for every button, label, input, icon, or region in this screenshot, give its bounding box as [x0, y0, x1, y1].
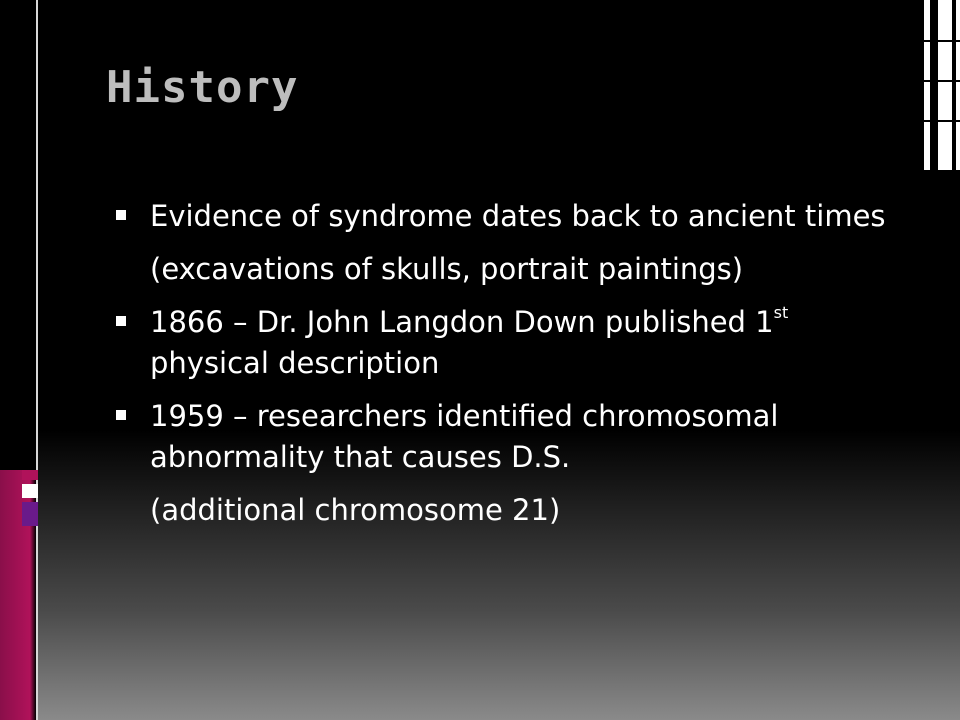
square-bullet-icon [116, 410, 126, 420]
sub-paragraph [112, 490, 892, 531]
sub-paragraph [112, 249, 892, 290]
magenta-block [22, 470, 38, 480]
left-edge-line [36, 0, 38, 720]
paragraph-text: (additional chromosome 21) [150, 493, 561, 527]
left-bar-decoration [0, 0, 38, 720]
paragraph-text: (excavations of skulls, portrait paintings) [150, 252, 744, 286]
stripe [938, 0, 952, 170]
bullet-text: 1866 – Dr. John Langdon Down published 1 [150, 305, 774, 339]
bullet-text: 1959 – researchers identified chromosomal abnormality that causes D.S. [150, 399, 779, 474]
bullet-text: Evidence of syndrome dates back to ancient times [150, 199, 886, 233]
ordinal-superscript: st [773, 303, 789, 322]
bullet-text-continued: physical description [150, 346, 440, 380]
square-bullet-icon [116, 210, 126, 220]
stripe-gap [924, 120, 960, 122]
bullet-item [112, 196, 892, 237]
bullet-item [112, 396, 892, 478]
right-stripes-decoration [924, 0, 960, 170]
white-block [22, 484, 38, 498]
purple-block [22, 502, 38, 526]
stripe-gap [924, 40, 960, 42]
stripe [956, 0, 960, 170]
bullet-item [112, 302, 892, 384]
left-color-blocks [22, 470, 38, 530]
stripe [924, 0, 930, 170]
square-bullet-icon [116, 316, 126, 326]
slide-body [112, 196, 892, 543]
stripe-gap [924, 80, 960, 82]
slide-title: History [106, 62, 299, 113]
